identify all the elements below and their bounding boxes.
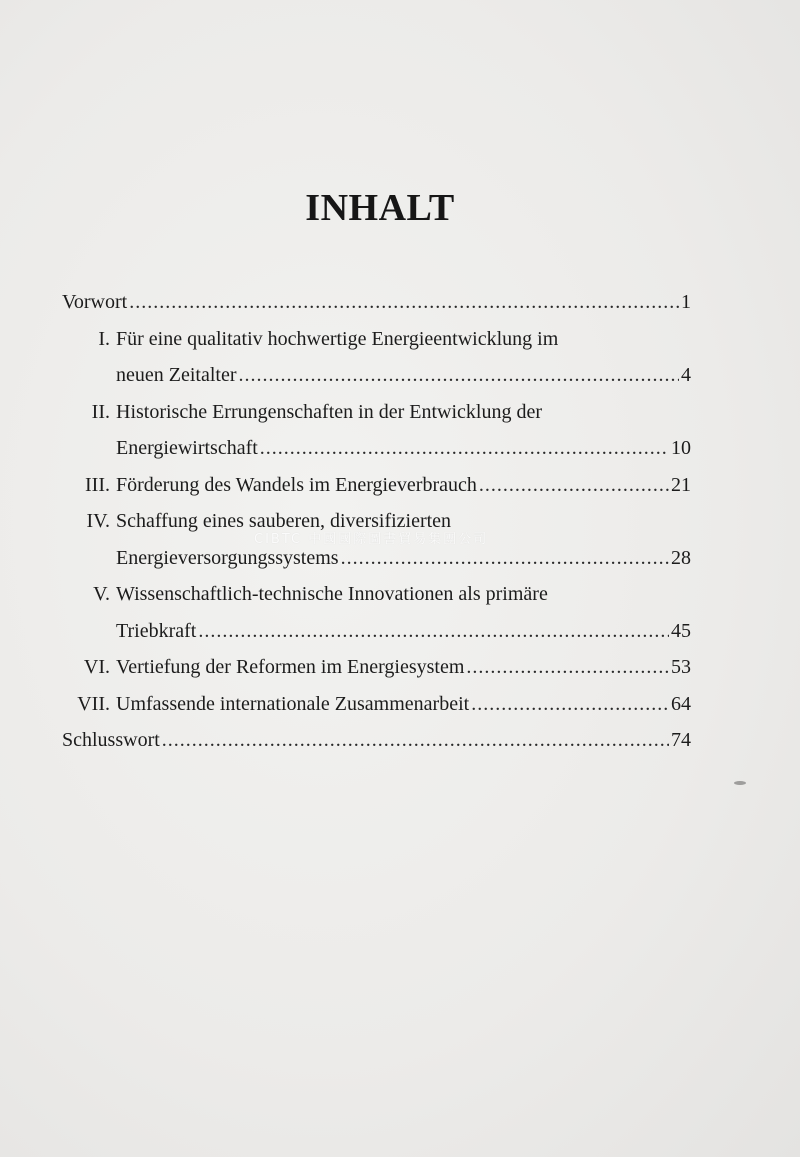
toc-line — [62, 357, 691, 394]
toc-line — [62, 394, 691, 431]
toc-entry-number: IV. — [86, 510, 110, 532]
toc-line — [62, 613, 691, 650]
toc-entry-title: Förderung des Wandels im Energieverbrauch — [116, 473, 477, 496]
toc-page-number: 74 — [671, 729, 691, 751]
toc-dot-leader — [198, 613, 669, 650]
toc-entry — [62, 576, 691, 649]
toc-entry — [62, 686, 691, 723]
toc-entry-number: II. — [91, 400, 110, 423]
toc-line — [62, 321, 691, 358]
toc-entry-title: Für eine qualitativ hochwertige Energieentwicklung im — [116, 327, 559, 350]
toc-page-number: 53 — [671, 656, 691, 678]
toc-entry — [62, 467, 691, 504]
toc-line — [62, 649, 691, 686]
toc-entry-title: Triebkraft — [116, 619, 197, 642]
toc-line — [62, 576, 691, 613]
toc-line — [62, 430, 691, 467]
watermark-stamp: CIBTC 中國國際圖書貿易集團公司 — [254, 532, 489, 547]
toc-dot-leader — [162, 722, 669, 759]
toc-entry-number: VII. — [77, 692, 110, 715]
toc-entry-title: Energieversorgungssystems — [116, 546, 339, 569]
toc-entry-title: Vertiefung der Reformen im Energiesystem — [116, 656, 465, 678]
toc-page-number: 4 — [681, 364, 691, 386]
toc-entry-title: Energiewirtschaft — [116, 437, 258, 459]
toc-dot-leader — [471, 686, 669, 723]
toc-entry-number: V. — [93, 583, 110, 605]
toc-dot-leader — [479, 467, 669, 504]
page-title: INHALT — [305, 187, 455, 229]
table-of-contents — [62, 284, 691, 759]
toc-dot-leader — [466, 649, 669, 686]
toc-entry-title: Vorwort — [62, 291, 128, 313]
toc-entry-title: Wissenschaftlich-technische Innovationen als primäre — [116, 583, 548, 605]
toc-page-number: 10 — [671, 437, 691, 459]
toc-entry — [62, 722, 691, 759]
toc-entry-number: I. — [98, 327, 110, 350]
toc-page-number: 21 — [671, 473, 691, 496]
toc-entry-title: Schaffung eines sauberen, diversifizierten — [116, 510, 452, 532]
toc-line — [62, 686, 691, 723]
toc-entry — [62, 394, 691, 467]
toc-dot-leader — [129, 284, 679, 321]
toc-entry-title: Historische Errungenschaften in der Entwicklung der — [116, 400, 542, 423]
toc-dot-leader — [260, 430, 669, 467]
toc-entry — [62, 649, 691, 686]
toc-entry — [62, 284, 691, 321]
toc-page-number: 1 — [681, 291, 691, 313]
toc-entry-title: Umfassende internationale Zusammenarbeit — [116, 692, 470, 715]
toc-line — [62, 284, 691, 321]
toc-page-number: 45 — [671, 619, 691, 642]
toc-entry-title: Schlusswort — [62, 729, 160, 751]
toc-line — [62, 722, 691, 759]
toc-page-number: 64 — [671, 692, 691, 715]
toc-entry-number: III. — [85, 473, 110, 496]
paper-speck — [734, 781, 746, 785]
toc-entry — [62, 321, 691, 394]
toc-dot-leader — [239, 357, 680, 394]
toc-entry-number: VI. — [83, 656, 110, 678]
toc-page-number: 28 — [671, 546, 691, 569]
toc-line — [62, 467, 691, 504]
toc-entry-title: neuen Zeitalter — [116, 364, 237, 386]
